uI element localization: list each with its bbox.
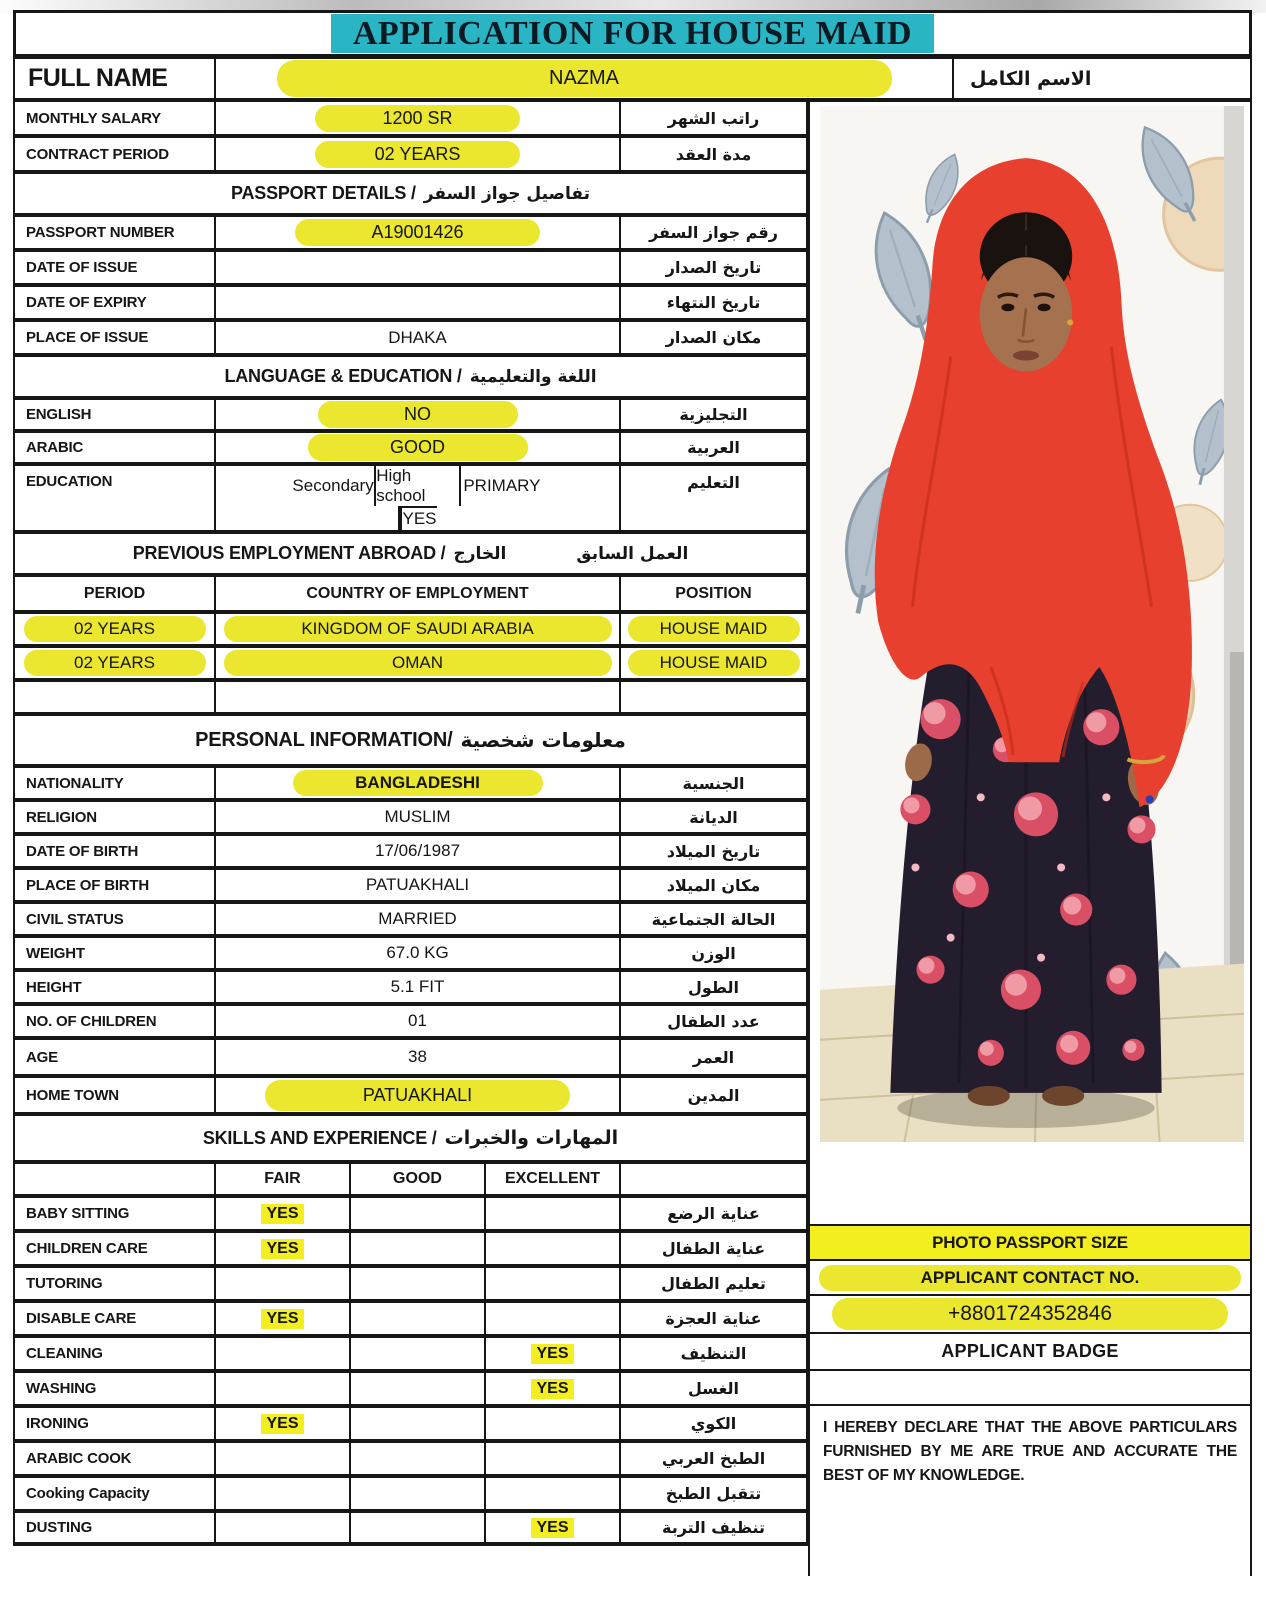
employment-period	[15, 682, 214, 712]
section-title-arabic-1: الخارج	[453, 543, 507, 564]
section-personal-information	[13, 714, 808, 766]
row-employment-1	[13, 612, 808, 646]
field-label: CONTRACT PERIOD	[26, 145, 169, 163]
section-skills-experience	[13, 1114, 808, 1162]
section-title: PERSONAL INFORMATION/	[195, 728, 453, 751]
row-skill-baby-sitting	[13, 1196, 808, 1231]
row-skill-tutoring	[13, 1266, 808, 1301]
weight-value: 67.0 KG	[214, 938, 619, 968]
section-title-arabic: معلومات شخصية	[460, 728, 626, 752]
field-label: EDUCATION	[26, 473, 113, 490]
right-column	[808, 100, 1252, 1576]
field-label-arabic: العربية	[619, 433, 806, 462]
employment-period: 02 YEARS	[24, 616, 206, 642]
declaration-row	[810, 1404, 1250, 1576]
skill-excellent-value	[484, 1443, 619, 1474]
skill-label-arabic: عناية الطفال	[619, 1233, 806, 1264]
skill-fair-value: YES	[261, 1414, 303, 1434]
nationality-value: BANGLADESHI	[293, 770, 543, 796]
row-monthly-salary	[13, 100, 808, 136]
field-label: DATE OF ISSUE	[26, 259, 138, 276]
contract-value: 02 YEARS	[315, 141, 520, 168]
skill-label-arabic: الغسل	[619, 1373, 806, 1404]
skill-label: DISABLE CARE	[26, 1310, 137, 1327]
section-passport-details	[13, 172, 808, 215]
skill-label: ARABIC COOK	[26, 1450, 132, 1467]
height-value: 5.1 FIT	[214, 972, 619, 1002]
badge-label-row	[810, 1332, 1250, 1369]
section-language-education	[13, 355, 808, 398]
skill-label: BABY SITTING	[26, 1205, 130, 1222]
salary-value: 1200 SR	[315, 105, 520, 132]
skill-label-arabic: التنظيف	[619, 1338, 806, 1369]
skill-label: IRONING	[26, 1415, 89, 1432]
skill-fair-value	[214, 1338, 349, 1369]
employment-position: HOUSE MAID	[628, 616, 800, 642]
field-label: AGE	[26, 1048, 58, 1066]
photo-caption: PHOTO PASSPORT SIZE	[932, 1232, 1128, 1252]
education-primary-value: YES	[400, 506, 436, 530]
skill-good-value	[349, 1338, 484, 1369]
row-skill-washing	[13, 1371, 808, 1406]
row-skill-dusting	[13, 1511, 808, 1546]
skill-good-value	[349, 1408, 484, 1439]
contact-label-row	[810, 1259, 1250, 1294]
row-place-of-issue	[13, 320, 808, 355]
civil-status-value: MARRIED	[214, 904, 619, 934]
employment-period: 02 YEARS	[24, 650, 206, 676]
skill-excellent-value	[484, 1268, 619, 1299]
employment-position: HOUSE MAID	[628, 650, 800, 676]
applicant-badge-label: APPLICANT BADGE	[941, 1341, 1119, 1361]
place-of-birth-value: PATUAKHALI	[214, 870, 619, 900]
skill-label-arabic: عناية العجزة	[619, 1303, 806, 1334]
full-name-value: NAZMA	[277, 60, 892, 97]
row-religion	[13, 800, 808, 834]
column-header-excellent: EXCELLENT	[484, 1164, 619, 1194]
field-label-arabic: عدد الطفال	[619, 1006, 806, 1036]
field-label-arabic: تاريخ الصدار	[619, 252, 806, 283]
field-label-arabic: الوزن	[619, 938, 806, 968]
field-label: PLACE OF ISSUE	[26, 329, 149, 346]
row-weight	[13, 936, 808, 970]
children-value: 01	[214, 1006, 619, 1036]
row-date-of-birth	[13, 834, 808, 868]
field-label-arabic: رقم جواز السفر	[619, 217, 806, 248]
field-label: ENGLISH	[26, 406, 92, 423]
section-title-arabic: اللغة والتعليمية	[469, 366, 597, 387]
employment-country: OMAN	[224, 650, 612, 676]
field-label-arabic: العمر	[619, 1040, 806, 1074]
row-skill-cleaning	[13, 1336, 808, 1371]
skill-label-arabic: الكوي	[619, 1408, 806, 1439]
declaration-text: I HEREBY DECLARE THAT THE ABOVE PARTICULARS FURNISHED BY ME ARE TRUE AND ACCURATE THE BEST OF MY KNOWLEDGE.	[823, 1419, 1237, 1485]
section-title: PASSPORT DETAILS /	[231, 183, 416, 203]
field-label: HEIGHT	[26, 978, 82, 996]
row-nationality	[13, 766, 808, 800]
skill-label: TUTORING	[26, 1275, 103, 1292]
skill-excellent-value: YES	[531, 1344, 573, 1364]
row-home-town	[13, 1076, 808, 1114]
skill-good-value	[349, 1233, 484, 1264]
row-skill-children-care	[13, 1231, 808, 1266]
field-label-arabic: الطول	[619, 972, 806, 1002]
home-town-value: PATUAKHALI	[265, 1080, 570, 1111]
row-age	[13, 1038, 808, 1076]
row-employment-2	[13, 646, 808, 680]
skill-fair-value	[214, 1513, 349, 1542]
row-full-name	[13, 57, 1252, 100]
skill-fair-value	[214, 1478, 349, 1509]
field-label: PLACE OF BIRTH	[26, 876, 150, 894]
passport-number-value: A19001426	[295, 219, 540, 246]
religion-value: MUSLIM	[214, 802, 619, 832]
skill-fair-value: YES	[261, 1204, 303, 1224]
row-skill-cooking-capacity	[13, 1476, 808, 1511]
field-label: RELIGION	[26, 808, 97, 826]
field-label-arabic: تاريخ الميلاد	[619, 836, 806, 866]
row-education	[13, 464, 808, 532]
row-employment-3	[13, 680, 808, 714]
row-height	[13, 970, 808, 1004]
row-contract-period	[13, 136, 808, 172]
field-label: DATE OF EXPIRY	[26, 294, 147, 311]
field-label: CIVIL STATUS	[26, 910, 124, 928]
column-header-country: COUNTRY OF EMPLOYMENT	[214, 577, 619, 610]
education-option-high-school: High school	[374, 466, 458, 506]
field-label: ARABIC	[26, 439, 84, 456]
row-date-of-issue	[13, 250, 808, 285]
date-of-issue-value	[214, 252, 619, 283]
form-title-row	[13, 10, 1252, 57]
date-of-expiry-value	[214, 287, 619, 318]
page-title: APPLICATION FOR HOUSE MAID	[331, 14, 934, 53]
field-label: FULL NAME	[28, 64, 168, 92]
skill-label: CHILDREN CARE	[26, 1240, 148, 1257]
row-passport-number	[13, 215, 808, 250]
skill-excellent-value: YES	[531, 1379, 573, 1399]
field-label-arabic: مكان الصدار	[619, 322, 806, 353]
place-of-issue-value: DHAKA	[214, 322, 619, 353]
skill-fair-value	[214, 1443, 349, 1474]
section-previous-employment	[13, 532, 808, 575]
skill-good-value	[349, 1303, 484, 1334]
field-label-arabic: الجنسية	[619, 768, 806, 798]
skill-label: CLEANING	[26, 1345, 103, 1362]
skill-fair-value: YES	[261, 1309, 303, 1329]
badge-empty-row	[810, 1369, 1250, 1404]
row-skill-disable-care	[13, 1301, 808, 1336]
field-label: MONTHLY SALARY	[26, 109, 161, 127]
skill-fair-value: YES	[261, 1239, 303, 1259]
skill-label-arabic: عناية الرضع	[619, 1198, 806, 1229]
row-civil-status	[13, 902, 808, 936]
section-title: LANGUAGE & EDUCATION /	[224, 366, 462, 386]
education-option-secondary: Secondary	[292, 476, 374, 495]
skill-excellent-value	[484, 1303, 619, 1334]
employment-position	[619, 682, 806, 712]
column-header-fair: FAIR	[214, 1164, 349, 1194]
row-no-of-children	[13, 1004, 808, 1038]
age-value: 38	[214, 1040, 619, 1074]
row-english	[13, 398, 808, 431]
date-of-birth-value: 17/06/1987	[214, 836, 619, 866]
row-skill-ironing	[13, 1406, 808, 1441]
skill-good-value	[349, 1443, 484, 1474]
field-label-arabic: الاسم الكامل	[952, 59, 1250, 98]
skill-label-arabic: الطبخ العربي	[619, 1443, 806, 1474]
arabic-value: GOOD	[308, 434, 528, 461]
field-label-arabic: التعليم	[619, 466, 806, 530]
employment-country	[214, 682, 619, 712]
row-employment-header	[13, 575, 808, 612]
row-place-of-birth	[13, 868, 808, 902]
field-label: PASSPORT NUMBER	[26, 224, 175, 241]
english-value: NO	[318, 401, 518, 428]
section-title-arabic: المهارات والخبرات	[444, 1127, 619, 1149]
skill-label-arabic: تتقبل الطبخ	[619, 1478, 806, 1509]
column-header-good: GOOD	[349, 1164, 484, 1194]
row-skill-arabic-cook	[13, 1441, 808, 1476]
contact-phone-number: +8801724352846	[832, 1298, 1228, 1330]
field-label: HOME TOWN	[26, 1086, 119, 1104]
education-option-primary: PRIMARY	[459, 466, 543, 506]
contact-label: APPLICANT CONTACT NO.	[819, 1265, 1241, 1291]
field-label-arabic: مدة العقد	[619, 138, 806, 170]
skill-label: DUSTING	[26, 1519, 93, 1536]
skill-label: WASHING	[26, 1380, 97, 1397]
column-header-period: PERIOD	[83, 584, 146, 602]
row-skills-header	[13, 1162, 808, 1196]
skill-excellent-value	[484, 1478, 619, 1509]
skill-good-value	[349, 1513, 484, 1542]
column-header-position: POSITION	[619, 577, 806, 610]
skill-label: Cooking Capacity	[26, 1485, 150, 1502]
skill-fair-value	[214, 1268, 349, 1299]
field-label-arabic: مكان الميلاد	[619, 870, 806, 900]
skill-good-value	[349, 1373, 484, 1404]
employment-country: KINGDOM OF SAUDI ARABIA	[224, 616, 612, 642]
field-label-arabic: المدين	[619, 1078, 806, 1112]
field-label-arabic: تاريخ النتهاء	[619, 287, 806, 318]
row-arabic	[13, 431, 808, 464]
section-title: PREVIOUS EMPLOYMENT ABROAD /	[132, 543, 446, 563]
field-label-arabic: الحالة الجتماعية	[619, 904, 806, 934]
contact-value-row	[810, 1294, 1250, 1332]
field-label: DATE OF BIRTH	[26, 842, 139, 860]
skill-good-value	[349, 1268, 484, 1299]
skill-good-value	[349, 1198, 484, 1229]
section-title: SKILLS AND EXPERIENCE /	[202, 1127, 437, 1148]
section-title-arabic: تفاصيل جواز السفر	[423, 183, 590, 204]
applicant-photo	[820, 106, 1244, 1142]
field-label: NO. OF CHILDREN	[26, 1012, 157, 1030]
field-label-arabic: الديانة	[619, 802, 806, 832]
section-title-arabic-2: العمل السابق	[576, 543, 689, 564]
field-label: WEIGHT	[26, 944, 85, 962]
photo-caption-row	[810, 1224, 1250, 1259]
row-date-of-expiry	[13, 285, 808, 320]
field-label-arabic: التجليزية	[619, 400, 806, 429]
skill-fair-value	[214, 1373, 349, 1404]
skill-excellent-value	[484, 1198, 619, 1229]
skill-excellent-value: YES	[531, 1518, 573, 1538]
skill-label-arabic: تنظيف التربة	[619, 1513, 806, 1542]
skill-excellent-value	[484, 1233, 619, 1264]
skill-good-value	[349, 1478, 484, 1509]
skill-label-arabic: تعليم الطفال	[619, 1268, 806, 1299]
field-label: NATIONALITY	[26, 774, 124, 792]
field-label-arabic: راتب الشهر	[619, 102, 806, 134]
skill-excellent-value	[484, 1408, 619, 1439]
